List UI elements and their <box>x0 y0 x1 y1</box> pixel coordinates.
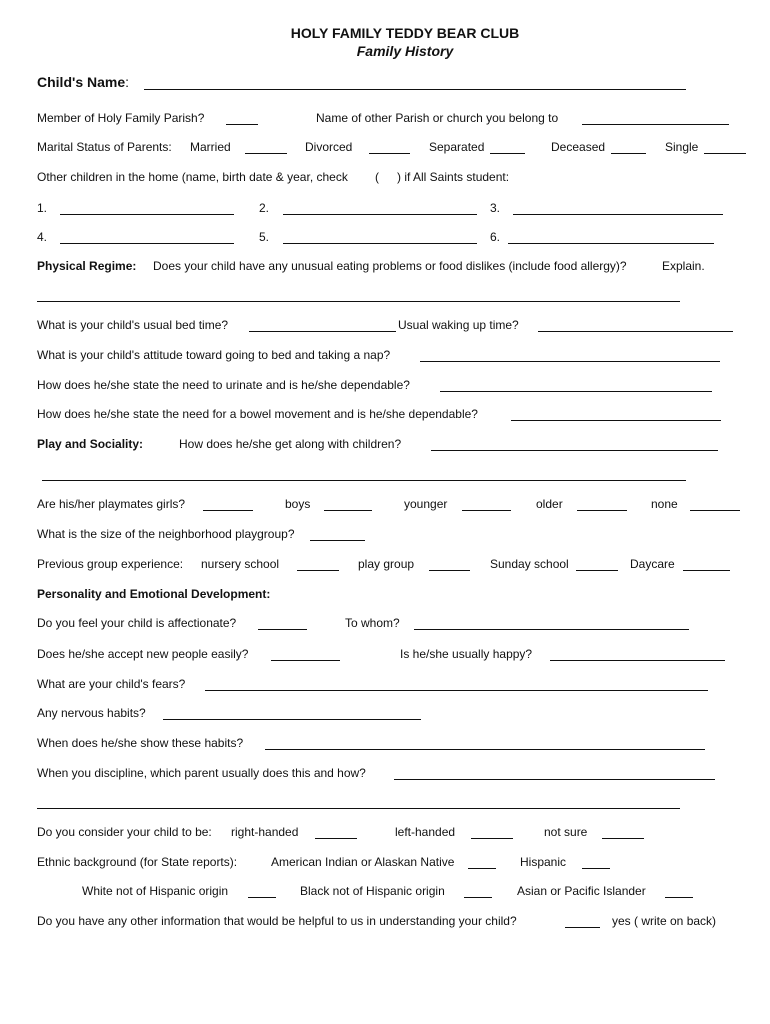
white-field[interactable] <box>248 884 276 898</box>
to-whom-field[interactable] <box>414 616 689 630</box>
sunday-label: Sunday school <box>490 557 569 571</box>
ethnic-label: Ethnic background (for State reports): <box>37 855 238 869</box>
paren-open: ( <box>375 170 379 184</box>
accept-field[interactable] <box>271 647 340 661</box>
playgroup-size-field[interactable] <box>310 527 365 541</box>
play-group-label: play group <box>358 557 415 571</box>
all-saints-label: ) if All Saints student: <box>397 170 510 184</box>
child-2-field[interactable] <box>283 201 477 215</box>
other-info-label: Do you have any other information that would be helpful to us in understanding your child? <box>37 914 517 928</box>
play-field-continued[interactable] <box>42 467 686 481</box>
affectionate-field[interactable] <box>258 616 307 630</box>
child-number: 2. <box>259 201 270 215</box>
form-subtitle: Family History <box>356 43 454 59</box>
other-info-field[interactable] <box>565 914 600 928</box>
handed-label: Do you consider your child to be: <box>37 825 212 839</box>
single-label: Single <box>665 140 699 154</box>
attitude-bed-field[interactable] <box>420 348 720 362</box>
when-habits-label: When does he/she show these habits? <box>37 736 244 750</box>
child-name-field[interactable] <box>144 76 686 90</box>
child-number: 1. <box>37 201 48 215</box>
sunday-field[interactable] <box>576 557 618 571</box>
child-number: 5. <box>259 230 270 244</box>
marital-label: Marital Status of Parents: <box>37 140 172 154</box>
divorced-field[interactable] <box>369 140 410 154</box>
white-label: White not of Hispanic origin <box>82 884 229 898</box>
younger-label: younger <box>404 497 448 511</box>
asian-field[interactable] <box>665 884 693 898</box>
asian-label: Asian or Pacific Islander <box>517 884 646 898</box>
accept-label: Does he/she accept new people easily? <box>37 647 249 661</box>
affectionate-label: Do you feel your child is affectionate? <box>37 616 237 630</box>
bowel-field[interactable] <box>511 407 721 421</box>
nursery-label: nursery school <box>201 557 280 571</box>
daycare-label: Daycare <box>630 557 675 571</box>
to-whom-label: To whom? <box>345 616 400 630</box>
boys-field[interactable] <box>324 497 372 511</box>
single-field[interactable] <box>704 140 746 154</box>
black-label: Black not of Hispanic origin <box>300 884 445 898</box>
nervous-label: Any nervous habits? <box>37 706 146 720</box>
play-heading: Play and Sociality: <box>37 437 144 451</box>
hispanic-label: Hispanic <box>520 855 567 869</box>
physical-heading: Physical Regime: <box>37 259 137 273</box>
bedtime-field[interactable] <box>249 318 396 332</box>
girls-field[interactable] <box>203 497 253 511</box>
other-parish-label: Name of other Parish or church you belong to <box>316 111 559 125</box>
hispanic-field[interactable] <box>582 855 610 869</box>
when-habits-field[interactable] <box>265 736 705 750</box>
bedtime-label: What is your child's usual bed time? <box>37 318 229 332</box>
divorced-label: Divorced <box>305 140 353 154</box>
form-title: HOLY FAMILY TEDDY BEAR CLUB <box>290 25 520 41</box>
physical-explain-field[interactable] <box>37 288 680 302</box>
boys-label: boys <box>285 497 311 511</box>
black-field[interactable] <box>464 884 492 898</box>
deceased-label: Deceased <box>551 140 606 154</box>
separated-field[interactable] <box>490 140 525 154</box>
discipline-field[interactable] <box>394 766 715 780</box>
right-handed-label: right-handed <box>231 825 299 839</box>
child-5-field[interactable] <box>283 230 477 244</box>
married-label: Married <box>190 140 231 154</box>
playgroup-size-label: What is the size of the neighborhood playgroup? <box>37 527 295 541</box>
separated-label: Separated <box>429 140 485 154</box>
playmates-label: Are his/her playmates girls? <box>37 497 186 511</box>
none-label: none <box>651 497 678 511</box>
not-sure-field[interactable] <box>602 825 644 839</box>
american-indian-field[interactable] <box>468 855 496 869</box>
other-parish-field[interactable] <box>582 111 729 125</box>
explain-label: Explain. <box>662 259 705 273</box>
attitude-bed-label: What is your child's attitude toward going to bed and taking a nap? <box>37 348 391 362</box>
other-children-label: Other children in the home (name, birth date & year, check <box>37 170 348 184</box>
happy-field[interactable] <box>550 647 725 661</box>
child-name-label: Child's Name: <box>37 74 130 90</box>
younger-field[interactable] <box>462 497 511 511</box>
older-field[interactable] <box>577 497 627 511</box>
none-field[interactable] <box>690 497 740 511</box>
deceased-field[interactable] <box>611 140 646 154</box>
american-indian-label: American Indian or Alaskan Native <box>271 855 455 869</box>
urinate-label: How does he/she state the need to urinate and is he/she dependable? <box>37 378 410 392</box>
nervous-field[interactable] <box>163 706 421 720</box>
older-label: older <box>536 497 563 511</box>
waking-field[interactable] <box>538 318 733 332</box>
fears-label: What are your child's fears? <box>37 677 186 691</box>
bowel-label: How does he/she state the need for a bowel movement and is he/she dependable? <box>37 407 478 421</box>
play-field[interactable] <box>431 437 718 451</box>
not-sure-label: not sure <box>544 825 588 839</box>
play-question: How does he/she get along with children? <box>179 437 402 451</box>
happy-label: Is he/she usually happy? <box>400 647 533 661</box>
urinate-field[interactable] <box>440 378 712 392</box>
play-group-field[interactable] <box>429 557 470 571</box>
member-parish-label: Member of Holy Family Parish? <box>37 111 205 125</box>
child-1-field[interactable] <box>60 201 234 215</box>
left-handed-field[interactable] <box>471 825 513 839</box>
daycare-field[interactable] <box>683 557 730 571</box>
left-handed-label: left-handed <box>395 825 456 839</box>
personality-heading: Personality and Emotional Development: <box>37 587 271 601</box>
child-4-field[interactable] <box>60 230 234 244</box>
discipline-label: When you discipline, which parent usually does this and how? <box>37 766 366 780</box>
child-number: 3. <box>490 201 501 215</box>
nursery-field[interactable] <box>297 557 339 571</box>
child-number: 6. <box>490 230 501 244</box>
member-parish-field[interactable] <box>226 111 258 125</box>
waking-label: Usual waking up time? <box>398 318 519 332</box>
child-3-field[interactable] <box>513 201 723 215</box>
right-handed-field[interactable] <box>315 825 357 839</box>
child-number: 4. <box>37 230 48 244</box>
discipline-field-continued[interactable] <box>37 795 680 809</box>
yes-write-on-back-label: yes ( write on back) <box>612 914 717 928</box>
child-6-field[interactable] <box>508 230 714 244</box>
previous-label: Previous group experience: <box>37 557 184 571</box>
fears-field[interactable] <box>205 677 708 691</box>
physical-question: Does your child have any unusual eating problems or food dislikes (include food allergy)? <box>153 259 627 273</box>
married-field[interactable] <box>245 140 287 154</box>
